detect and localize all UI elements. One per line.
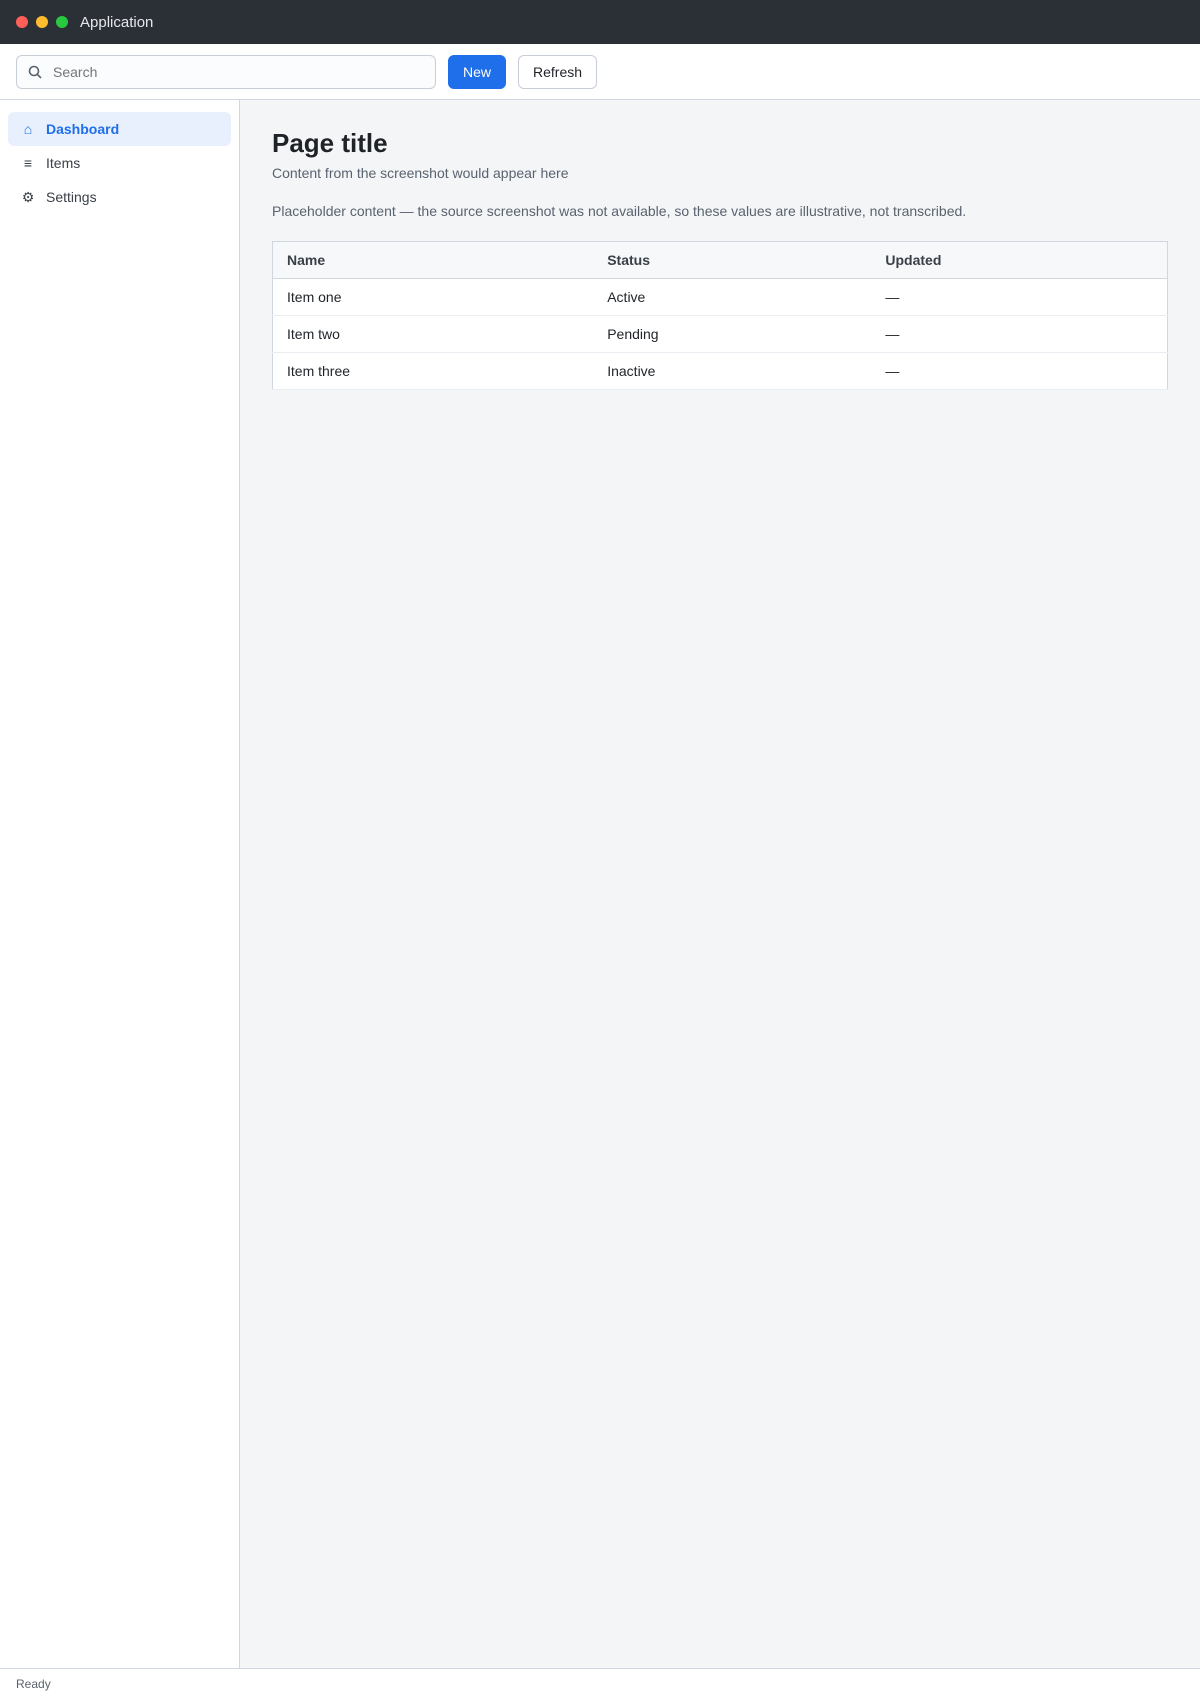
sidebar <box>0 100 240 1668</box>
table-cell: Pending <box>593 316 871 353</box>
table-cell: — <box>871 279 1167 316</box>
minimize-window-button[interactable] <box>36 16 48 28</box>
table-cell: Inactive <box>593 353 871 390</box>
column-header[interactable]: Updated <box>871 242 1167 279</box>
window-controls <box>16 16 68 28</box>
table-header-row <box>273 242 1168 279</box>
table-cell: Active <box>593 279 871 316</box>
search-input[interactable] <box>51 63 425 81</box>
sidebar-item-label: Settings <box>46 189 97 205</box>
maximize-window-button[interactable] <box>56 16 68 28</box>
refresh-button[interactable]: Refresh <box>518 55 597 89</box>
home-icon: ⌂ <box>23 121 33 137</box>
search-icon <box>27 64 43 80</box>
table-row[interactable] <box>273 353 1168 390</box>
close-window-button[interactable] <box>16 16 28 28</box>
table-cell: Item three <box>273 353 594 390</box>
sidebar-item-label: Dashboard <box>46 121 120 137</box>
search-box[interactable] <box>16 55 436 89</box>
table-cell: — <box>871 316 1167 353</box>
sidebar-item-settings[interactable] <box>8 180 231 214</box>
gear-icon: ⚙ <box>21 188 35 205</box>
data-table <box>272 241 1168 390</box>
new-button[interactable]: New <box>448 55 506 89</box>
window-title: Application <box>80 13 154 31</box>
sidebar-item-items[interactable] <box>8 146 231 180</box>
title-bar <box>0 0 1200 44</box>
status-text: Ready <box>16 1676 51 1691</box>
sidebar-item-dashboard[interactable] <box>8 112 231 146</box>
table-cell: Item one <box>273 279 594 316</box>
column-header[interactable]: Status <box>593 242 871 279</box>
main-content <box>240 100 1200 1668</box>
column-header[interactable]: Name <box>273 242 594 279</box>
list-icon: ≡ <box>23 155 33 171</box>
page-subtitle: Content from the screenshot would appear here <box>272 165 569 181</box>
toolbar <box>0 44 1200 100</box>
table-row[interactable] <box>273 316 1168 353</box>
sidebar-item-label: Items <box>46 155 81 171</box>
placeholder-note: Placeholder content — the source screenshot was not available, so these values are illustrative, not transcribed. <box>272 203 967 219</box>
body-area <box>0 100 1200 1668</box>
table-cell: Item two <box>273 316 594 353</box>
status-bar <box>0 1668 1200 1698</box>
table-cell: — <box>871 353 1167 390</box>
page-title: Page title <box>272 128 388 158</box>
table-row[interactable] <box>273 279 1168 316</box>
